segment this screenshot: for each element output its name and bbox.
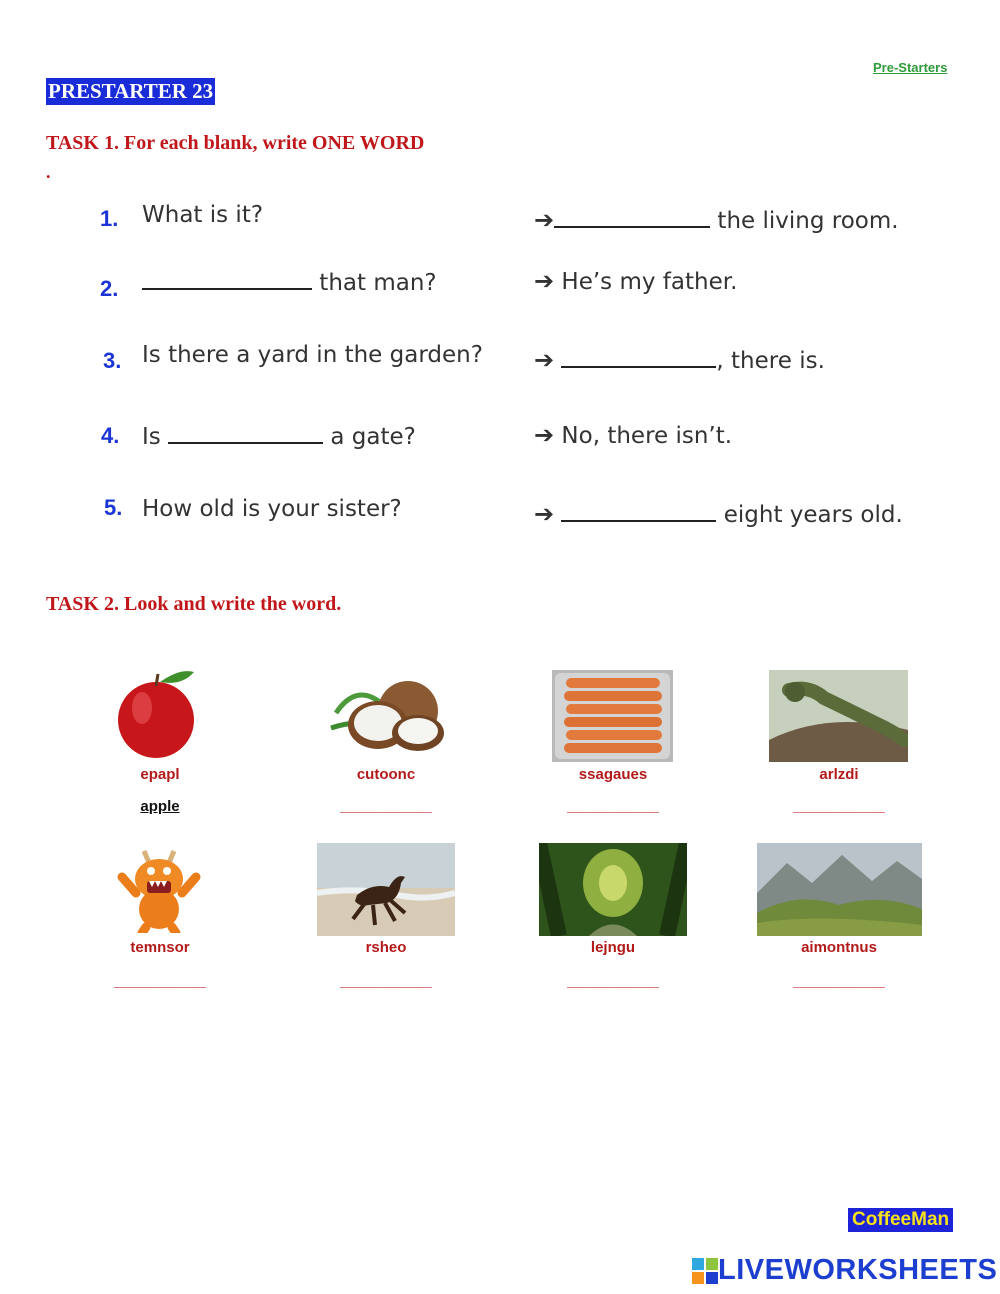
jungle-picture xyxy=(539,843,687,936)
question-blank[interactable] xyxy=(168,420,323,444)
answer-text: the living room. xyxy=(710,208,899,234)
mountains-picture xyxy=(757,843,922,936)
answer-line-2 xyxy=(534,267,737,295)
pre-starters-link[interactable]: Pre-Starters xyxy=(873,60,948,75)
question-number: 3. xyxy=(103,348,122,373)
arrow-icon: ➔ xyxy=(534,500,555,528)
sausages-picture xyxy=(552,670,673,762)
answer-blank[interactable] xyxy=(554,204,710,228)
question-line-2 xyxy=(142,266,437,296)
answer-text: He’s my father. xyxy=(561,269,738,295)
question-blank[interactable] xyxy=(142,266,312,290)
question-text: How old is your sister? xyxy=(142,496,402,522)
question-text: a gate? xyxy=(323,424,416,450)
question-number: 2. xyxy=(100,276,119,301)
answer-field[interactable]: ___________ xyxy=(340,798,432,815)
scrambled-word: epapl xyxy=(140,766,180,783)
task2-heading: TASK 2. Look and write the word. xyxy=(46,593,342,615)
answer-blank[interactable] xyxy=(561,344,716,368)
lizard-picture xyxy=(769,670,908,762)
question-number: 4. xyxy=(101,423,120,448)
answer-field[interactable] xyxy=(70,798,250,815)
scrambled-word: rsheo xyxy=(365,939,407,956)
coconut-picture xyxy=(326,673,446,755)
question-text: What is it? xyxy=(142,202,264,228)
scrambled-word: ssagaues xyxy=(578,766,648,783)
answer-line-1 xyxy=(534,204,899,234)
task1-heading: TASK 1. For each blank, write ONE WORD xyxy=(46,132,425,154)
liveworksheets-icon xyxy=(692,1258,718,1284)
answer-example: apple xyxy=(140,798,180,815)
scrambled-word: cutoonc xyxy=(356,766,416,783)
monster-picture xyxy=(116,843,202,933)
answer-blank[interactable] xyxy=(561,498,716,522)
scrambled-word: temnsor xyxy=(130,939,190,956)
answer-field[interactable]: ___________ xyxy=(114,973,206,990)
horse-picture xyxy=(317,843,455,936)
scrambled-word: lejngu xyxy=(590,939,636,956)
scrambled-word: arlzdi xyxy=(819,766,859,783)
answer-field[interactable]: ___________ xyxy=(567,973,659,990)
answer-line-4 xyxy=(534,421,732,449)
liveworksheets-wordmark: LIVEWORKSHEETS xyxy=(718,1254,998,1286)
answer-text: No, there isn’t. xyxy=(561,423,733,449)
question-line-4 xyxy=(142,420,416,450)
answer-line-5 xyxy=(534,498,903,528)
answer-field[interactable]: ___________ xyxy=(567,798,659,815)
arrow-icon: ➔ xyxy=(534,206,555,234)
answer-text: eight years old. xyxy=(716,502,903,528)
question-number: 5. xyxy=(104,495,123,520)
question-text: Is xyxy=(142,424,169,450)
question-text: Is there a yard in the garden? xyxy=(142,342,483,368)
answer-text: , there is. xyxy=(716,348,825,374)
arrow-icon: ➔ xyxy=(534,346,555,374)
liveworksheets-logo[interactable] xyxy=(692,1254,997,1287)
answer-line-3 xyxy=(534,344,825,374)
answer-field[interactable]: ___________ xyxy=(793,973,885,990)
apple-picture xyxy=(112,668,202,760)
task1-heading-dot: . xyxy=(46,162,51,182)
worksheet-title: PRESTARTER 23 xyxy=(48,79,214,103)
author-badge: CoffeeMan xyxy=(848,1208,953,1232)
answer-field[interactable]: ___________ xyxy=(793,798,885,815)
question-number: 1. xyxy=(100,206,119,231)
answer-field[interactable]: ___________ xyxy=(340,973,432,990)
scrambled-word: aimontnus xyxy=(801,939,877,956)
question-text: that man? xyxy=(312,270,437,296)
arrow-icon: ➔ xyxy=(534,267,555,295)
arrow-icon: ➔ xyxy=(534,421,555,449)
